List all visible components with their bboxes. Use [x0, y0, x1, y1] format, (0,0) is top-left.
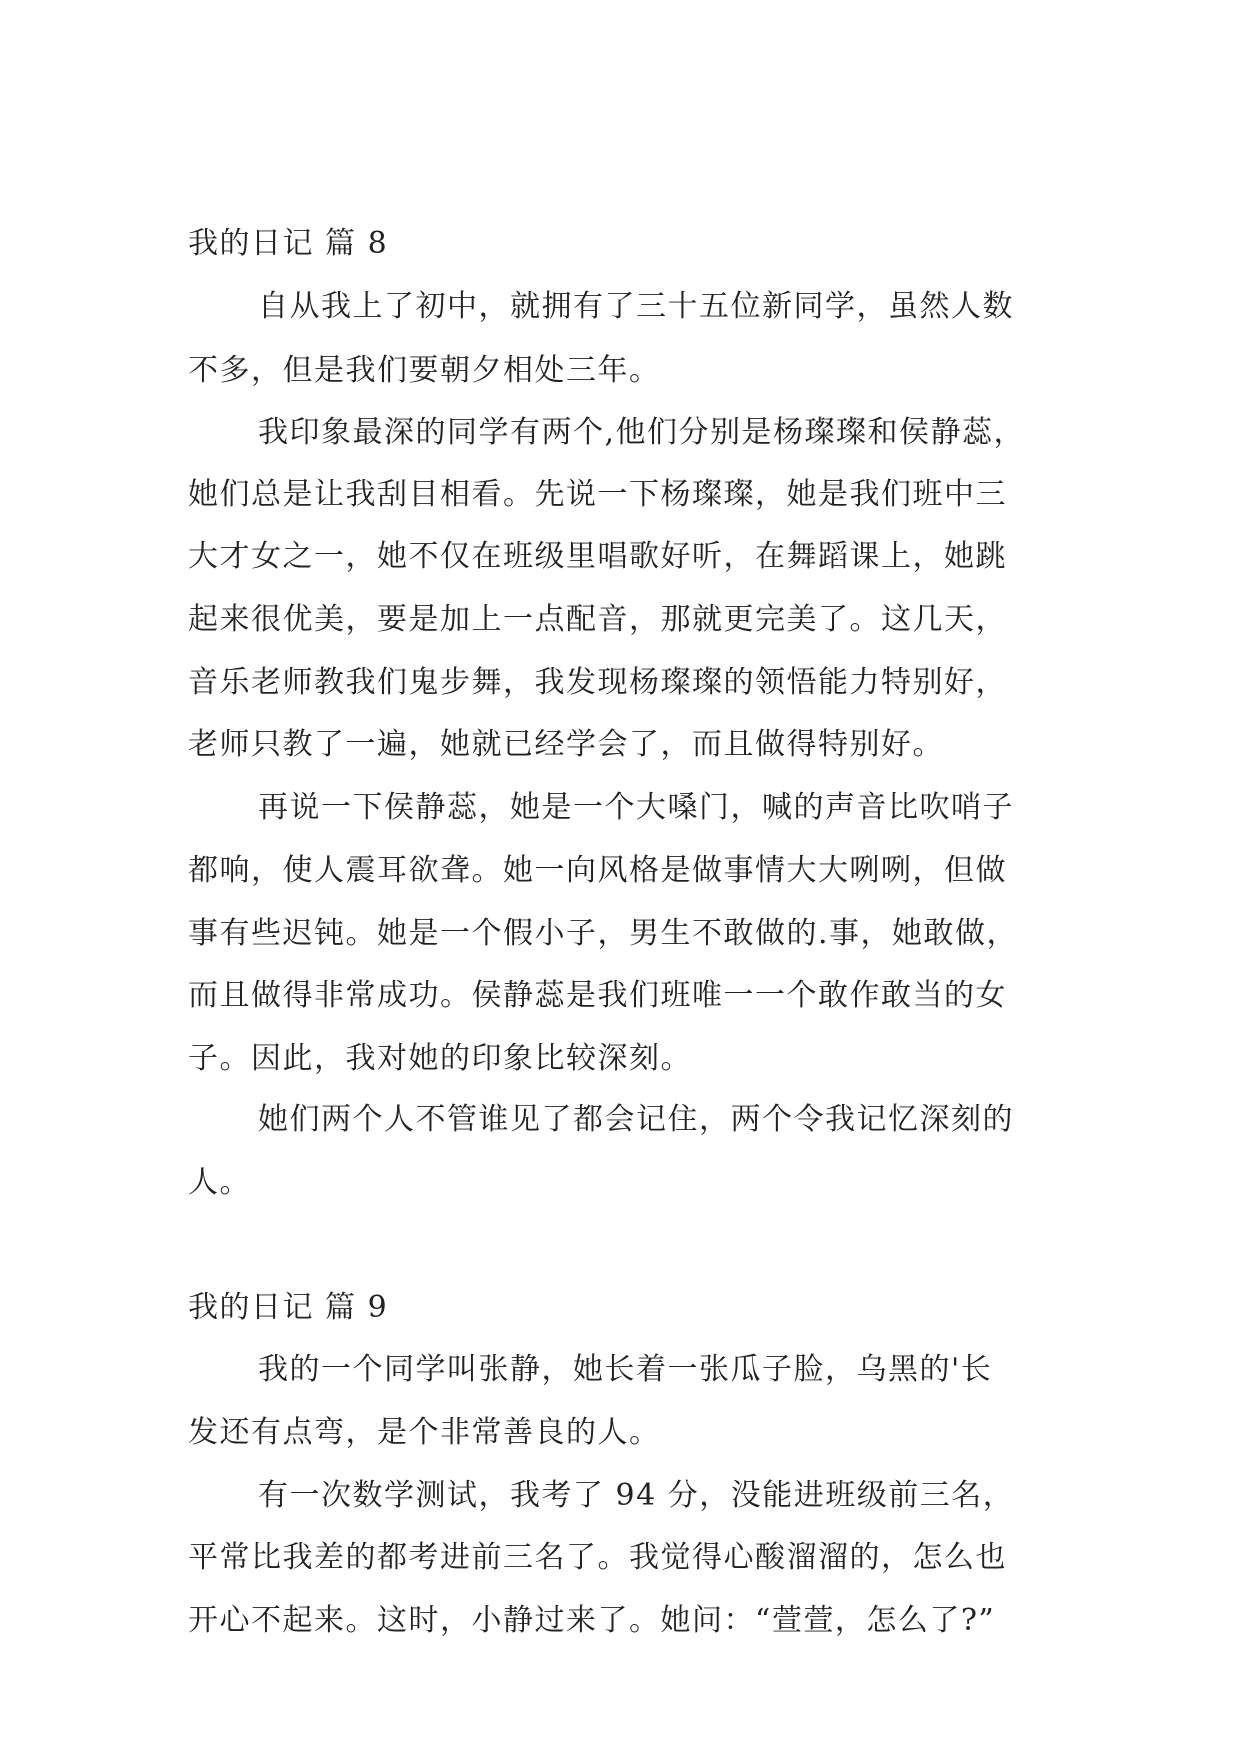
paragraph-line: 平常比我差的都考进前三名了。我觉得心酸溜溜的，怎么也: [188, 1540, 1007, 1575]
section-heading: 我的日记 篇 9: [188, 1290, 389, 1325]
paragraph-line: 有一次数学测试，我考了 94 分，没能进班级前三名，: [258, 1478, 1015, 1513]
paragraph-line: 音乐老师教我们鬼步舞，我发现杨璨璨的领悟能力特别好，: [188, 665, 1007, 700]
paragraph-line: 自从我上了初中，就拥有了三十五位新同学，虽然人数: [258, 289, 1014, 324]
paragraph-line: 我的一个同学叫张静，她长着一张瓜子脸，乌黑的'长: [258, 1352, 993, 1387]
paragraph-line: 人。: [188, 1165, 251, 1200]
paragraph-line: 事有些迟钝。她是一个假小子，男生不敢做的.事，她敢做，: [188, 916, 1019, 951]
paragraph-line: 起来很优美，要是加上一点配音，那就更完美了。这几天，: [188, 602, 1007, 637]
paragraph-line: 都响，使人震耳欲聋。她一向风格是做事情大大咧咧，但做: [188, 853, 1007, 888]
paragraph-line: 大才女之一，她不仅在班级里唱歌好听，在舞蹈课上，她跳: [188, 539, 1007, 574]
paragraph-line: 老师只教了一遍，她就已经学会了，而且做得特别好。: [188, 727, 944, 762]
paragraph-line: 而且做得非常成功。侯静蕊是我们班唯一一个敢作敢当的女: [188, 978, 1007, 1013]
paragraph-line: 子。因此，我对她的印象比较深刻。: [188, 1041, 692, 1076]
paragraph-line: 她们总是让我刮目相看。先说一下杨璨璨，她是我们班中三: [188, 477, 1007, 512]
paragraph-line: 她们两个人不管谁见了都会记住，两个令我记忆深刻的: [258, 1102, 1014, 1137]
paragraph-line: 我印象最深的同学有两个,他们分别是杨璨璨和侯静蕊，: [258, 415, 1026, 450]
paragraph-line: 再说一下侯静蕊，她是一个大嗓门，喊的声音比吹哨子: [258, 790, 1014, 825]
paragraph-line: 开心不起来。这时，小静过来了。她问：“萱萱，怎么了?”: [188, 1603, 996, 1638]
paragraph-line: 不多，但是我们要朝夕相处三年。: [188, 353, 661, 388]
paragraph-line: 发还有点弯，是个非常善良的人。: [188, 1415, 661, 1450]
section-heading: 我的日记 篇 8: [188, 226, 389, 261]
